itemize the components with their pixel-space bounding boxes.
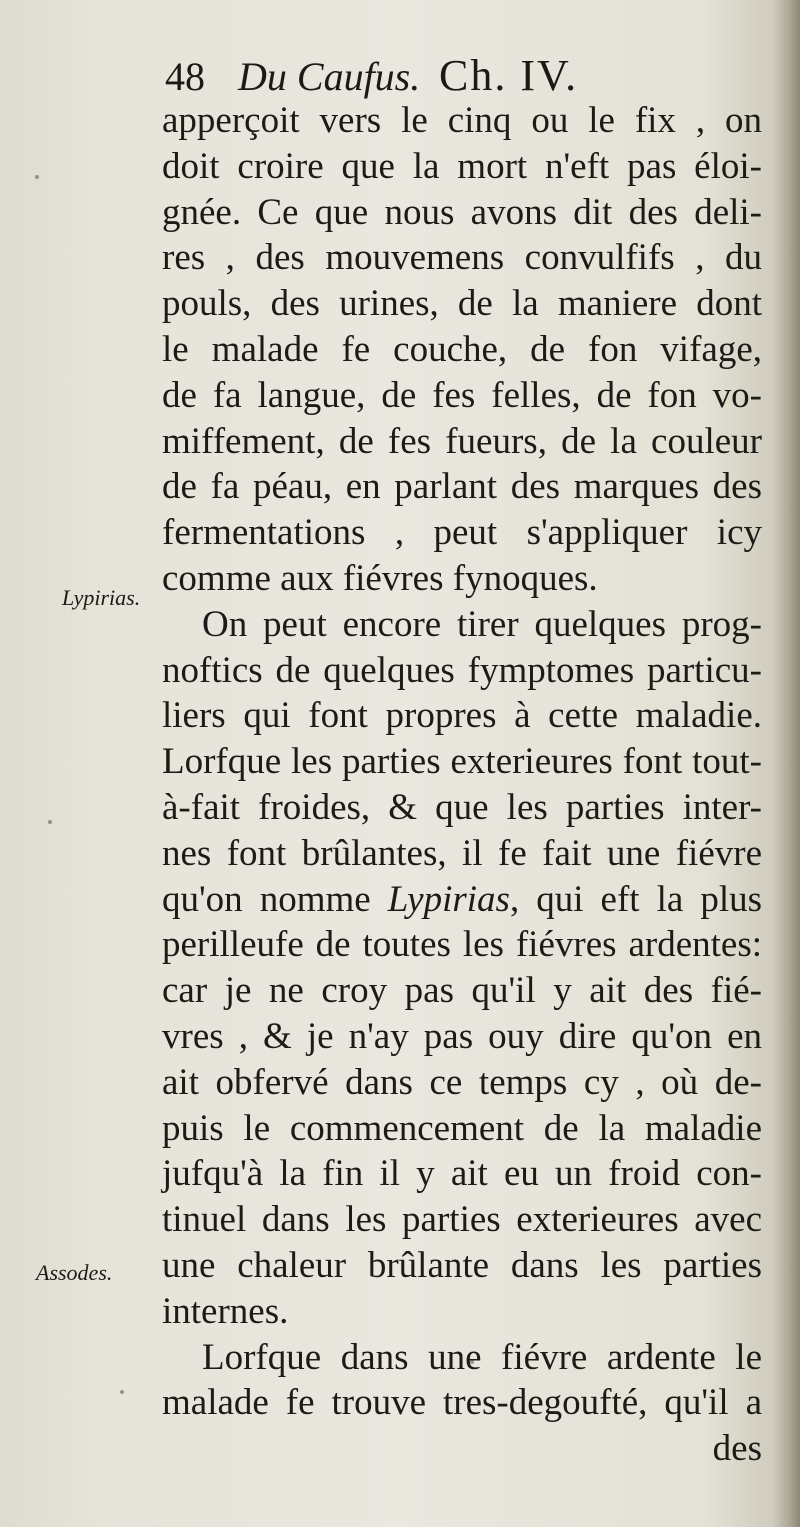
body-text [162,98,762,1472]
text-line: de fa langue, de fes felles, de fon vo- [162,374,762,416]
text-line: perilleufe de toutes les fiévres ardentes: [162,924,762,966]
running-title: Du Caufus. [238,54,421,99]
text-line: gnée. Ce que nous avons dit des deli- [162,191,762,233]
paper-speck [120,1390,124,1394]
margin-note-lypirias: Lypirias. [62,585,141,610]
text-line: puis le commencement de la maladie [162,1107,762,1149]
text-line: vres , & je n'ay pas ouy dire qu'on en [162,1015,762,1057]
page-gutter-shadow [772,0,800,1527]
text-line: nes font brûlantes, il fe fait une fiévre [162,832,762,874]
text-line: fermentations , peut s'appliquer icy [162,512,762,554]
text-line: de fa péau, en parlant des marques des [162,466,762,508]
text-line: malade fe trouve tres-degoufté, qu'il a [162,1382,762,1424]
text-line-with-term [162,877,762,923]
text-line: ait obfervé dans ce temps cy , où de- [162,1061,762,1103]
text-line: comme aux fiévres fynoques. [162,557,598,599]
chapter-label: Ch. IV. [439,51,579,100]
text-line: liers qui font propres à cette maladie. [162,695,762,737]
text-line: une chaleur brûlante dans les parties [162,1244,762,1286]
text-line: tinuel dans les parties exterieures avec [162,1199,762,1241]
paragraph-start: On peut encore tirer quelques prog- [202,603,762,645]
paper-speck [470,1360,474,1364]
running-header [165,48,765,104]
paper-speck [35,175,39,179]
italic-term-lypirias: Lypirias [387,878,510,920]
text-line: miffement, de fes fueurs, de la couleur [162,420,762,462]
text-line: le malade fe couche, de fon vifage, [162,328,762,370]
margin-note-assodes: Assodes. [36,1260,113,1285]
text-line: jufqu'à la fin il y ait eu un froid con- [162,1153,762,1195]
text-line: pouls, des urines, de la maniere dont [162,283,762,325]
paper-speck [48,820,52,824]
text-fragment: , qui eft la plus [509,878,762,920]
catchword: des [712,1428,762,1470]
text-line: à-fait froides, & que les parties inter- [162,786,762,828]
text-fragment: qu'on nomme [162,878,388,920]
page-number: 48 [165,54,205,99]
text-line: car je ne croy pas qu'il y ait des fié- [162,970,762,1012]
paragraph-start: Lorfque dans une fiévre ardente le [202,1336,762,1378]
text-line: Lorfque les parties exterieures font tout- [162,741,762,783]
text-line: noftics de quelques fymptomes particu- [162,649,762,691]
text-line: res , des mouvemens convulfifs , du [162,237,762,279]
text-line: apperçoit vers le cinq ou le fix , on [162,100,762,141]
text-line: internes. [162,1290,289,1332]
text-line: doit croire que la mort n'eft pas éloi- [162,145,762,187]
